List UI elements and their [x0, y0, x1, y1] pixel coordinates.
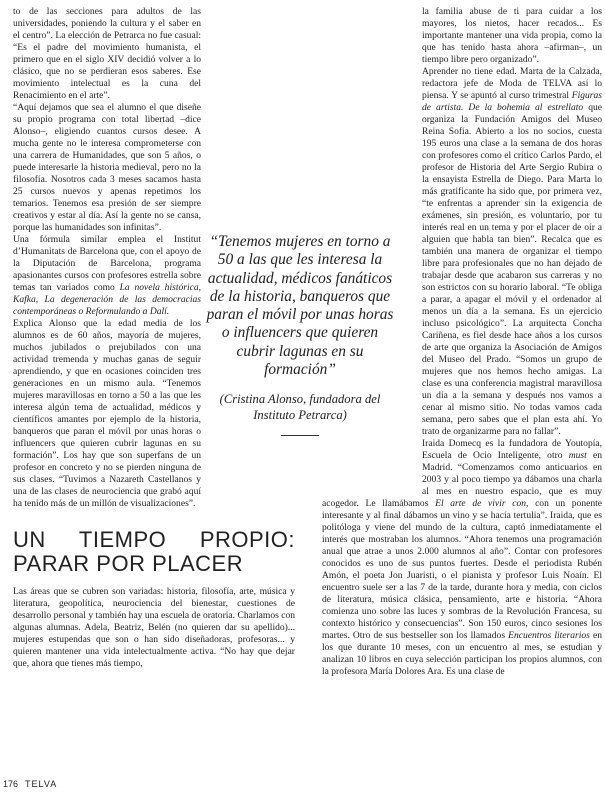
body-paragraph: to de las secciones para adultos de las universidades, poniendo la cultura y el saber en el centro”. La elección de Petrarca no fue casual: “Es el padre del movimiento humanista, el primero que en el siglo XIV decidió volver a lo clásico, que no se perdieran esos saberes. Ese movimiento intelectual es la cuna del Renacimiento en el arte”. — [13, 6, 201, 101]
section-heading: UN TIEMPO PROPIO: PARAR POR PLACER — [13, 527, 295, 576]
body-paragraph: Explica Alonso que la edad media de los alumnos es de 60 años, mayoría de mujeres, muchos jubilados o prejubilados con una actividad tremenda y muchas ganas de seguir aprendiendo, y que en ocasiones coinciden tres generaciones en un mismo aula. “Tenemos mujeres maravillosas en torno a 50 a las que les interesa algún tema de actualidad, médicos y científicos amantes por ejemplo de la historia, banqueros que paran el móvil por unas horas o influencers que quieren cubrir lagunas en su formación”. Los hay que son superfans de un profesor en concreto y no se pierden ninguna de sus clases. “Tuvimos a Nazareth Castellanos y una de las clases de neurociencia que grabó aquí ha tenido más de un millón de visualizaciones”. — [13, 318, 201, 509]
pull-quote-rule — [281, 435, 319, 436]
body-text: Aprender no tiene edad. Marta de la Calzada, redactora jefe de Moda de TELVA así lo piensa. Y se apuntó al curso trimestral — [422, 66, 602, 101]
body-text: Una fórmula similar emplea el Institut d’Humanitats de Barcelona que, con el apoyo de la Diputación de Barcelona, programa apasionantes cursos con profesores estrella sobre temas tan variados como — [13, 234, 201, 293]
body-paragraph: Las áreas que se cubren son variadas: historia, filosofía, arte, música y literatura, geopolítica, neurociencia del bienestar, cuestiones de desarrollo personal y también hay una escuela de oratoria. Charlamos con algunas alumnas. Adela, Beatriz, Belén (no quieren dar su apellido)... mujeres estupendas que son o han sido diseñadoras, profesoras... y quieren mantener una vida intelectualmente activa. “No hay que dejar que, ahora que tienes más tiempo, — [13, 586, 295, 669]
italic-title: Encuentros literarios — [508, 630, 590, 641]
body-text: que organiza la Fundación Amigos del Museo Reina Sofía. Abierto a los no socios, cuesta 195 euros una clase a la semana de dos horas con profesores como el crítico Carlos Pardo, el profesor de Historia del Arte Sergio Rubira o la ensayista Estrella de Diego. Para Marta lo más gratificante ha sido que, por primera vez, “te enfrentas a aprender sin la exigencia de exámenes, sin presión, es voluntario, por tu interés real en un tema y por el placer de oír a alguien que habla tan bien”. Recalca que es también una manera de organizar el tiempo libre para profesionales que no han dejado de trabajar desde que acabaron sus carreras y no son estrictos con su horario laboral. “Te obliga a parar, a apagar el móvil y el ordenador al menos un día a la semana. Es un ejercicio incluso psicológico”. La arquitecta Concha Cariñena, es fiel desde hace años a los cursos de arte que organiza la Asociación de Amigos del Museo del Prado. “Somos un grupo de mujeres que nos hemos hecho amigas. La clase es una conferencia magistral maravillosa un día a la semana y después nos vamos a cenar al mismo sitio. No todas vamos cada semana, pero sabes que el plan esta ahí. Yo trato de organizarme para no fallar”. — [422, 102, 602, 437]
body-text: en Madrid. “Comenzamos como anticuarios en 2003 y al poco tiempo ya dábamos una charla al mes en nuestro espacio, que es muy acogedor. Le llamábamos — [322, 450, 602, 509]
body-text: con un ponente interesante y al final dábamos un vino y se hacía tertulia”. Iraida, que es politóloga y viene del mundo de la cultura, captó inmediatamente el interés que mostraban los alumnos. “Ahora tenemos una programación anual que atrae a unos 2.000 alumnos al año”. Contar con profesores conocidos es uno de sus puntos fuertes. Desde el periodista Rubén Amón, el poeta Jon Juaristi, o el pianista y profesor Luis Noaín. El encuentro suele ser a las 7 de la tarde, durante hora y media, con ciclos de literatura, música clásica, pensamiento, arte e historia. “Ahora comienza uno sobre las luces y sombras de la Revolución Francesa, su contexto histórico y consecuencias”. Son 150 euros, cinco sesiones los martes. Otro de sus bestseller son los llamados — [322, 498, 602, 641]
pull-quote — [203, 233, 397, 436]
magazine-name: TELVA — [25, 779, 58, 789]
body-paragraph: la familia abuse de ti para cuidar a los mayores, los nietos, hacer recados... Es importante mantener una vida propia, como la que has tenido hasta ahora –afirman–, un tiempo libre pero organizado”. — [422, 6, 602, 65]
page-footer — [3, 779, 57, 789]
pull-quote-attribution: (Cristina Alonso, fundadora del Instituto Petrarca) — [219, 392, 381, 423]
course-title: Figuras de artista. De la bohemia al estrellato — [422, 90, 602, 113]
italic-title: El arte de vivir con, — [435, 498, 529, 509]
body-text: en los que durante 10 meses, con un encuentro al mes, se estudian y analizan 10 libros en cuya selección participan los propios alumnos, con la profesora María Dolores Ara. Es una clase de — [322, 630, 602, 677]
course-titles: La novela histórica, Kafka, La degeneración de las democracias contemporáneas o Reformulando a Dalí. — [13, 282, 202, 317]
body-paragraph: “Aquí dejamos que sea el alumno el que diseñe su propio programa con total libertad –dice Alonso–, eligiendo cuantos cursos desee. A mucha gente no le interesa comprometerse con una carrera de Humanidades, que son 5 años, o puede interesarle la historia medieval, pero no la filosofía. Nosotros cada 3 meses sacamos hasta 25 cursos nuevos y apenas repetimos los temarios. Tenemos esa presión de ser siempre creativos y estar al día. Así la gente no se cansa, porque las humanidades son infinitas”. — [13, 102, 201, 233]
pull-quote-text: “Tenemos mujeres en torno a 50 a las que les interesa la actualidad, médicos fanáticos de la historia, banqueros que paran el móvil por unas horas o influencers que quieren cubrir lagunas en su formación” — [206, 233, 394, 379]
page-number: 176 — [3, 779, 19, 789]
body-text: Iraida Domecq es la fundadora de Youtopía, Escuela de Ocio Inteligente, otro — [422, 438, 602, 461]
italic-word: must — [568, 450, 587, 461]
